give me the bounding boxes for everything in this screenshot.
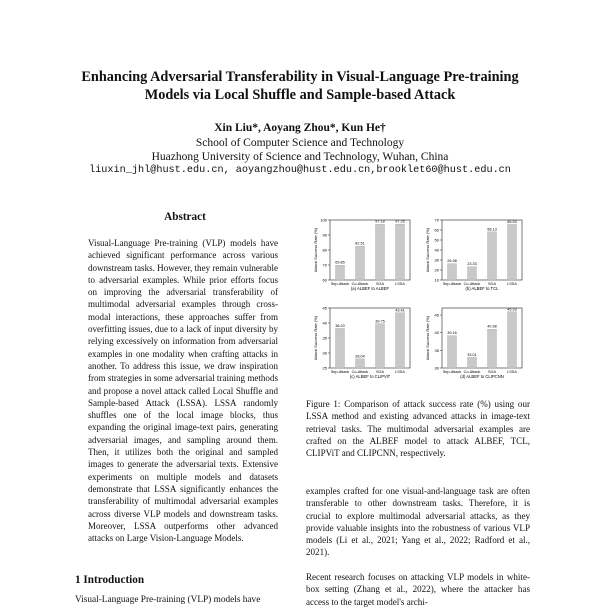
figure-caption: Figure 1: Comparison of attack success rate (%) using our LSSA method and existing advanced attacks in image-text retrieval tasks. The multimodal adversarial examples are crafted on the ALBEF model to attack ALBEF, TCL, CLIPViT and CLIPCNN, respectively. bbox=[306, 399, 530, 459]
data-label: 26.38 bbox=[447, 259, 457, 264]
affiliation-school: School of Computer Science and Technology bbox=[195, 137, 405, 149]
bar bbox=[336, 265, 345, 280]
y-axis-label: Attack Success Rate (%) bbox=[425, 315, 430, 361]
chart-title: (c) ALBEF to CLIPViT bbox=[349, 374, 391, 379]
bar bbox=[356, 246, 365, 280]
bar-chart-d bbox=[420, 302, 532, 388]
x-tick-label: Co-Attack bbox=[351, 282, 369, 286]
bar bbox=[448, 336, 457, 368]
bar-chart-c bbox=[308, 302, 420, 388]
y-tick-label: 70 bbox=[434, 217, 439, 223]
affiliation-university: Huazhong University of Science and Technology, Wuhan, China bbox=[151, 151, 449, 163]
x-tick-label: Sep-Attack bbox=[330, 282, 350, 286]
y-tick-label: 60 bbox=[322, 277, 327, 283]
y-tick-label: 100 bbox=[320, 217, 327, 223]
y-tick-label: 80 bbox=[322, 247, 327, 253]
data-label: 97.26 bbox=[395, 219, 405, 224]
paper-title bbox=[60, 68, 540, 104]
y-tick-label: 40 bbox=[434, 247, 439, 253]
bar bbox=[376, 224, 385, 280]
y-tick-label: 25 bbox=[322, 365, 327, 371]
introduction-first-line: Visual-Language Pre-training (VLP) models have bbox=[75, 595, 261, 605]
bar bbox=[468, 267, 477, 280]
y-tick-label: 35 bbox=[434, 347, 439, 353]
y-tick-label: 50 bbox=[434, 237, 439, 243]
data-label: 65.53 bbox=[507, 219, 517, 224]
y-tick-label: 10 bbox=[434, 277, 439, 283]
x-tick-label: SGA bbox=[375, 282, 385, 286]
y-tick-label: 30 bbox=[434, 257, 439, 263]
data-label: 45.93 bbox=[507, 307, 517, 312]
x-tick-label: Co-Attack bbox=[463, 282, 481, 286]
y-tick-label: 30 bbox=[322, 350, 327, 356]
data-label: 82.51 bbox=[355, 241, 365, 246]
title-line-1: Enhancing Adversarial Transferability in Visual-Language Pre-training bbox=[81, 69, 519, 85]
bar bbox=[356, 359, 365, 368]
data-label: 33.01 bbox=[467, 352, 477, 357]
data-label: 38.20 bbox=[335, 323, 345, 328]
y-tick-label: 90 bbox=[322, 232, 327, 238]
y-tick-label: 35 bbox=[322, 335, 327, 341]
data-label: 23.33 bbox=[467, 262, 477, 267]
y-tick-label: 70 bbox=[322, 262, 327, 268]
title-line-2: Models via Local Shuffle and Sample-based Attack bbox=[144, 87, 456, 103]
x-tick-label: SGA bbox=[375, 370, 385, 374]
abstract-text: Visual-Language Pre-training (VLP) models have achieved significant performance across various downstream tasks. However, they remain vulnerable to adversarial examples. While prior efforts focus on improving the adversarial transferability of multimodal adversarial examples through cross-modal interactions, these approaches suffer from overfitting issues, due to a lack of input diversity by relying excessively on information from adversarial examples in one modality when crafting attacks in another. To address this issue, we draw inspiration from strategies in some adversarial training methods and propose a novel attack called Local Shuffle and Sample-based Attack (LSSA). LSSA randomly shuffles one of the local image blocks, thus expanding the original image-text pairs, generating adversarial images, and sampling around them. Then, it utilizes both the original and sampled images to generate the adversarial texts. Extensive experiments on multiple models and datasets demonstrate that LSSA significantly enhances the transferability of multimodal adversarial examples across diverse VLP models and downstream tasks. Moreover, LSSA outperforms other advanced attacks on Large Vision-Language Models. bbox=[88, 238, 278, 544]
bar bbox=[376, 324, 385, 368]
right-column-paragraph-1: examples crafted for one visual-and-language task are often transferable to other downstream tasks. Therefore, it is crucial to explore multimodal adversarial attacks, as they provide valuable insights into the robustness of various VLP models (Li et al., 2021; Yang et al., 2022; Radford et al., 2021). bbox=[306, 486, 530, 558]
x-tick-label: Sep-Attack bbox=[330, 370, 350, 374]
y-axis-label: Attack Success Rate (%) bbox=[313, 315, 318, 361]
data-label: 28.04 bbox=[355, 354, 365, 359]
y-tick-label: 20 bbox=[434, 267, 439, 273]
bar bbox=[336, 328, 345, 368]
bar bbox=[448, 264, 457, 280]
x-tick-label: LSSA bbox=[395, 282, 405, 286]
y-tick-label: 30 bbox=[434, 365, 439, 371]
authors: Xin Liu*, Aoyang Zhou*, Kun He† bbox=[214, 122, 386, 134]
x-tick-label: SGA bbox=[487, 370, 497, 374]
y-tick-label: 45 bbox=[322, 305, 327, 311]
x-tick-label: SGA bbox=[487, 282, 497, 286]
bar bbox=[508, 312, 517, 368]
x-tick-label: Sep-Attack bbox=[442, 370, 462, 374]
right-column-paragraph-2: Recent research focuses on attacking VLP models in white-box setting (Zhang et al., 2022), where the attacker has access to the target model's archi- bbox=[306, 572, 530, 607]
data-label: 40.98 bbox=[487, 324, 497, 329]
x-tick-label: LSSA bbox=[507, 282, 517, 286]
data-label: 69.85 bbox=[335, 260, 345, 265]
author-emails: liuxin_jhl@hust.edu.cn, aoyangzhou@hust.edu.cn,brooklet60@hust.edu.cn bbox=[89, 165, 511, 176]
data-label: 58.13 bbox=[487, 227, 497, 232]
y-tick-label: 45 bbox=[434, 312, 439, 318]
bar bbox=[396, 224, 405, 280]
data-label: 43.41 bbox=[395, 308, 405, 313]
chart-title: (a) ALBEF to ALBEF bbox=[350, 286, 390, 291]
x-tick-label: Co-Attack bbox=[351, 370, 369, 374]
y-tick-label: 60 bbox=[434, 227, 439, 233]
bar-chart-a bbox=[308, 214, 420, 300]
y-axis-label: Attack Success Rate (%) bbox=[313, 227, 318, 273]
bar-chart-b bbox=[420, 214, 532, 300]
x-tick-label: Sep-Attack bbox=[442, 282, 462, 286]
chart-title: (d) ALBEF to CLIPCNN bbox=[460, 374, 504, 379]
y-axis-label: Attack Success Rate (%) bbox=[425, 227, 430, 273]
section-heading-introduction: 1 Introduction bbox=[75, 574, 145, 586]
bar bbox=[396, 313, 405, 368]
data-label: 39.75 bbox=[375, 319, 385, 324]
abstract-heading: Abstract bbox=[164, 211, 206, 223]
y-tick-label: 40 bbox=[434, 330, 439, 336]
chart-title: (b) ALBEF to TCL bbox=[465, 286, 499, 291]
bar bbox=[488, 329, 497, 368]
x-tick-label: Co-Attack bbox=[463, 370, 481, 374]
y-tick-label: 40 bbox=[322, 320, 327, 326]
x-tick-label: LSSA bbox=[395, 370, 405, 374]
bar bbox=[508, 224, 517, 280]
x-tick-label: LSSA bbox=[507, 370, 517, 374]
bar bbox=[468, 357, 477, 368]
bar bbox=[488, 232, 497, 280]
data-label: 39.16 bbox=[447, 331, 457, 336]
data-label: 97.18 bbox=[375, 219, 385, 224]
